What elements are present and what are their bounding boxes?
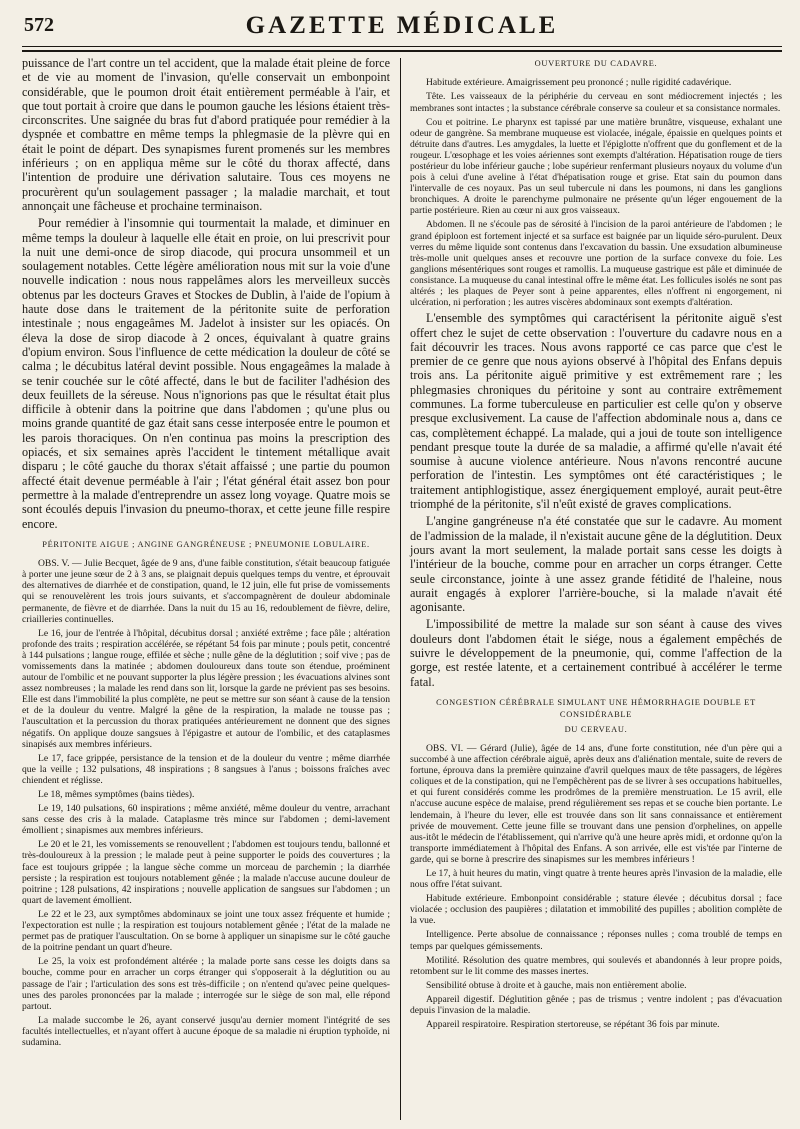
masthead-title: GAZETTE MÉDICALE: [245, 12, 559, 39]
paragraph: Le 25, la voix est profondément altérée ; la malade porte sans cesse les doigts dans sa bouche, comme pour en arracher un corps étranger qui s'opposerait à la déglutition ou au passage de l'air ; l'articulation des sons est très-difficile ; on n'entend qu'avec peine quelques-unes des paroles prononcées par la malade ; interrogée sur le siège de son mal, elle répond partout.: [22, 956, 390, 1012]
paragraph: Habitude extérieure. Embonpoint considérable ; stature élevée ; décubitus dorsal ; face violacée ; occlusion des paupières ; dilatation et immobilité des pupilles ; abolition complète de la vue.: [410, 893, 782, 927]
paragraph: La malade succombe le 26, ayant conservé jusqu'au dernier moment l'intégrité de ses facultés intellectuelles, et n'ayant offert à aucune époque de sa maladie ni éruption typhoïde, ni sudamina.: [22, 1014, 390, 1048]
paragraph: Le 17, à huit heures du matin, vingt quatre à trente heures après l'invasion de la maladie, elle nous offre l'état suivant.: [410, 868, 782, 891]
paragraph: Le 18, mêmes symptômes (bains tièdes).: [38, 789, 195, 801]
paragraph: L'angine gangréneuse n'a été constatée que sur le cadavre. Au moment de l'admission de la malade, il n'existait aucune gêne de la déglutition. Deux jours avant la mort seulement, la malade portait sans cesse les doigts à l'intérieur de la bouche, comme pour en arracher un corps étranger. Cette seule circonstance, jointe à une assez grande fétidité de l'haleine, nous aurait engagés à explorer l'arrière-bouche, si la malade n'avait été agonisante.: [410, 514, 782, 615]
right-column: [410, 56, 782, 1033]
paragraph: Le 16, jour de l'entrée à l'hôpital, décubitus dorsal ; anxiété extrême ; face pâle ; altération profonde des traits ; respiration accélérée, se répétant 54 fois par minute ; pouls petit, concentré à 144 pulsations ; langue rouge, effilée et sèche ; nulle gêne de la déglutition ; soif vive ; pas de vomissements dans la matinée ; abdomen douloureux dans toute son étendue, proéminent autour de l'ombilic et ne pouvant supporter la plus légère pression ; les évacuations alvines sont assez nombreuses ; la malade les rend dans son lit, lorsque la garde ne prévient pas ses besoins. Elle est dans l'immobilité la plus complète, ne peut se mettre sur son séant à cause de la tension et de la douleur du ventre. Malgré la gêne de la respiration, la malade ne tousse pas ; l'auscultation et la percussion du thorax pratiquées antérieurement ne donnent que des signes négatifs. On applique douze sangsues à l'épigastre et autour de l'ombilic, et des cataplasmes sinapisés aux membres inférieurs.: [22, 627, 390, 750]
paragraph: puissance de l'art contre un tel accident, que la malade était pleine de force et de vie au moment de l'invasion, qu'elle conservait un embonpoint considérable, que le poumon droit était entièrement perméable à l'air, et que tout portait à croire que dans le poumon gauche les lésions étaient très-circonscrites. Une saignée du bras fut d'abord pratiquée pour remédier à la dyspnée et combattre en même temps la phlegmasie de la plèvre qui en était le point de départ. Des synapismes furent promenés sur les membres inférieurs ; on en appliqua même sur le côté du thorax affecté, dans l'intention de produire une dérivation salutaire. Tous ces moyens ne procurèrent qu'un soulagement passager ; la maladie marchait, et tout annonçait une fâcheuse et prochaine terminaison.: [22, 56, 390, 213]
paragraph: Appareil respiratoire. Respiration stertoreuse, se répétant 36 fois par minute.: [426, 1019, 720, 1031]
paragraph: Habitude extérieure. Amaigrissement peu prononcé ; nulle rigidité cadavérique.: [426, 77, 732, 89]
section-heading: OUVERTURE DU CADAVRE.: [534, 59, 658, 68]
paragraph: L'impossibilité de mettre la malade sur son séant à cause des vives douleurs dont l'abdomen était le siége, nous a également empêchés de suivre le développement de la pneumonie, qui, comme l'affection de la gorge, est restée latente, et a certainement contribué à accélérer le terme fatal.: [410, 617, 782, 689]
paragraph: Le 20 et le 21, les vomissements se renouvellent ; l'abdomen est toujours tendu, ballonné et très-douloureux à la pression ; le malade peut à peine supporter le poids des couvertures ; la face est toujours grippée ; la langue sèche comme un morceau de parchemin ; la diarrhée persiste ; la respiration est toujours notablement gênée ; la malade n'accuse aucune douleur de poitrine ; 128 pulsations, 42 inspirations ; nouvelle application de sangsues sur l'abdomen ; un quart de lavement émollient.: [22, 839, 390, 906]
section-heading-continued: DU CERVEAU.: [564, 724, 628, 734]
left-column: [22, 56, 390, 1051]
paragraph: Intelligence. Perte absolue de connaissance ; réponses nulles ; coma troublé de temps en temps par quelques gémissements.: [410, 929, 782, 952]
paragraph: Cou et poitrine. Le pharynx est tapissé par une matière brunâtre, visqueuse, exhalant une odeur de gangrène. Sa membrane muqueuse est violacée, inégale, épaissie en quelques points et détruite dans d'autres. Les amygdales, la luette et l'épiglotte n'offrent que du gonflement et de la rougeur. L'œsophage et les voies aériennes sont exempts d'altération. Hépatisation rouge de tiers postérieur du lobe inférieur gauche ; lobe supérieur renfermant plusieurs noyaux du volume d'un pois à celui d'une aveline à l'état d'hépatisation rouge et grise. Etat sain du poumon dans l'intervalle de ces noyaux. Pas un seul tubercule ni dans les poumons, ni dans les ganglions bronchiques. A droite le parenchyme pulmonaire ne présente qu'un léger engouement de la partie postérieure. Rien au cœur ni aux gros vaisseaux.: [410, 116, 782, 217]
paragraph: Le 17, face grippée, persistance de la tension et de la douleur du ventre ; même diarrhée que la veille ; 132 pulsations, 48 inspirations ; 8 sangsues à l'anus ; boissons fraîches avec chiendent et réglisse.: [22, 752, 390, 786]
paragraph: Pour remédier à l'insomnie qui tourmentait la malade, et diminuer en même temps la douleur à laquelle elle était en proie, on lui prescrivit pour la nuit une demi-once de sirop diacode, qui procura unsommeil et un soulagement notables. Cette légère amélioration nous mit sur la voie d'une nouvelle indication : nous nous rappelâmes alors les merveilleux succès obtenus par les docteurs Graves et Stockes de Dublin, à l'aide de l'opium à haute dose dans le traitement de la péritonite suite de perforation intestinale ; nous engageâmes M. Jadelot à insister sur les opiacés. On éleva la dose de sirop diacode à 2 onces, équivalant à quatre grains d'opium environ. Sous l'influence de cette médication la douleur de côté se calma ; le décubitus latéral devint possible. Nous engageâmes la malade à se tenir couchée sur le côté affecté, dans le but de faciliter l'adhésion des deux feuillets de la séreuse. Nous n'ignorions pas que le résultat était plus difficile à obtenir dans la poitrine que dans l'abdomen ; qu'une plus ou moins grande quantité de gaz était sans cesse interposée entre le poumon et les parois thoraciques. On n'en continua pas moins la prescription des opiacés, et six semaines après l'accident le tintement métallique avait disparu ; le côté gauche du thorax s'était affaissé ; une partie du poumon affecté était devenue perméable à l'air ; l'état général était assez bon pour permettre à la malade d'entreprendre un assez long voyage. Quatre mois se sont écoulés depuis l'invasion du pneumo-thorax, et cette jeune fille respire encore.: [22, 216, 390, 531]
paragraph: OBS. VI. — Gérard (Julie), âgée de 14 ans, d'une forte constitution, née d'un père qui a succombé à une affection cérébrale aiguë, après deux ans d'aliénation mentale, suite de revers de fortune, éprouva dans la première quinzaine d'avril quelques maux de tête passagers, de légères coliques et de la constipation, qui ne l'empêchèrent pas de se livrer à ses occupations habituelles, et qui furent considérés comme les prodrômes de la première menstruation. Le 15 avril, elle n'accuse aucune espèce de malaise, prend régulièrement ses repas et se couche bien portante. Le lendemain, à l'heure du lever, elle est trouvée dans son lit sans connaissance et entièrement privée de mouvement. Cette jeune fille se trouvant dans une pension d'orphelines, on appelle aus-itôt le médecin de l'établissement, qui n'arrive qu'à une heure après midi, et ordonne qu'on la transporte immédiatement à l'hôpital des Enfans. A son arrivée, elle est vis'tée par l'interne de garde, qui se borne à prescrire des sinapismes sur les membres inférieurs !: [410, 742, 782, 865]
paragraph: L'ensemble des symptômes qui caractérisent la péritonite aiguë s'est offert chez le sujet de cette observation : l'ouverture du cadavre nous en a fait découvrir les traces. Nous avons rapporté ce cas parce que c'est le premier de ce genre que nous ayions observé à l'hôpital des Enfans depuis trois ans. La péritonite aiguë primitive y est extrêmement rare ; les phlegmasies chroniques du péritoine y sont au contraire extrêmement communes. La forme tuberculeuse en particulier est celle qu'on y observe presque exclusivement. La cause de l'affection abdominale nous a, dans ce cas, complètement échappé. La malade, qui a joui de toute son intelligence pendant presque toute la durée de sa maladie, a affirmé qu'elle n'avait été soumise à aucune violence antérieure. Nous n'avons rencontré aucune perforation de l'intestin. Les symptômes ont été caractéristiques ; le traitement antiphlogistique, assez énergiquement employé, aurait peut-être triomphé de la péritonite, s'il n'eût existé de graves complications.: [410, 311, 782, 512]
paragraph: OBS. V. — Julie Becquet, âgée de 9 ans, d'une faible constitution, s'était beaucoup fatiguée à porter une jeune sœur de 2 à 3 ans, se plaignait depuis quelques temps du ventre, et éprouvait des alternatives de diarrhée et de constipation, quand, le 12 juin, elle fut prise de vomissements qui se renouvelèrent les trois jours suivants, et s'accompagnèrent de douleur abdominale permanente, de fièvre et de diarrhée. Dans la nuit du 15 au 16, redoublement de fièvre, delire, criailleries continuelles.: [22, 558, 390, 625]
paragraph: Tête. Les vaisseaux de la périphérie du cerveau en sont médiocrement injectés ; les membranes sont intactes ; la substance cérébrale conserve sa couleur et sa consistance normales.: [410, 91, 782, 114]
paragraph: Sensibilité obtuse à droite et à gauche, mais non entièrement abolie.: [426, 979, 687, 991]
paragraph: Appareil digestif. Déglutition gênée ; pas de trismus ; ventre indolent ; pas d'évacuation depuis l'invasion de la maladie.: [410, 993, 782, 1017]
paragraph: Le 22 et le 23, aux symptômes abdominaux se joint une toux assez fréquente et humide ; l'expectoration est nulle ; la respiration est toujours notablement gênée ; l'état de la malade ne permet pas de pratiquer l'auscultation. On se borne à appliquer un sinapisme sur le côté gauche de la poitrine pendant un quart d'heure.: [22, 908, 390, 954]
paragraph: Abdomen. Il ne s'écoule pas de sérosité à l'incision de la paroi antérieure de l'abdomen ; le grand épiploon est fortement injecté et sa surface est baignée par un liquide séro-purulent. Deux verres du même liquide sont contenus dans l'excavation du bassin. Une exsudation albumineuse très-molle unit quelques anses et recouvre une portion de la surface convexe du foie. Les ganglions mésentériques sont rouges et ramollis. La muqueuse gastrique est pâle et diminuée de consistance. La muqueuse du canal intestinal offre le même état. Les follicules isolés ne sont pas altérés ; les plaques de Peyer sont à peine apparentes, elles n'offrent ni engorgement, ni ulcération, ni perforation ; les autres viscères abdominaux sont exempts d'altération.: [410, 219, 782, 309]
page-number: 572: [24, 14, 54, 36]
page-header: [22, 10, 782, 52]
column-divider: [400, 58, 401, 1120]
section-heading: PÉRITONITE AIGUE ; ANGINE GANGRÉNEUSE ; PNEUMONIE LOBULAIRE.: [42, 539, 370, 549]
paragraph: Motilité. Résolution des quatre membres, qui soulevés et abandonnés à leur propre poids, retombent sur le lit comme des masses inertes.: [410, 954, 782, 977]
paragraph: Le 19, 140 pulsations, 60 inspirations ; même anxiété, même douleur du ventre, arrachant sans cesse des cris à la malade. Cataplasme très mince sur l'abdomen ; demi-lavement émollient ; sinapismes aux membres inférieurs.: [22, 803, 390, 837]
section-heading: CONGESTION CÉRÉBRALE SIMULANT UNE HÉMORRHAGIE DOUBLE ET CONSIDÉRABLE: [436, 697, 756, 720]
